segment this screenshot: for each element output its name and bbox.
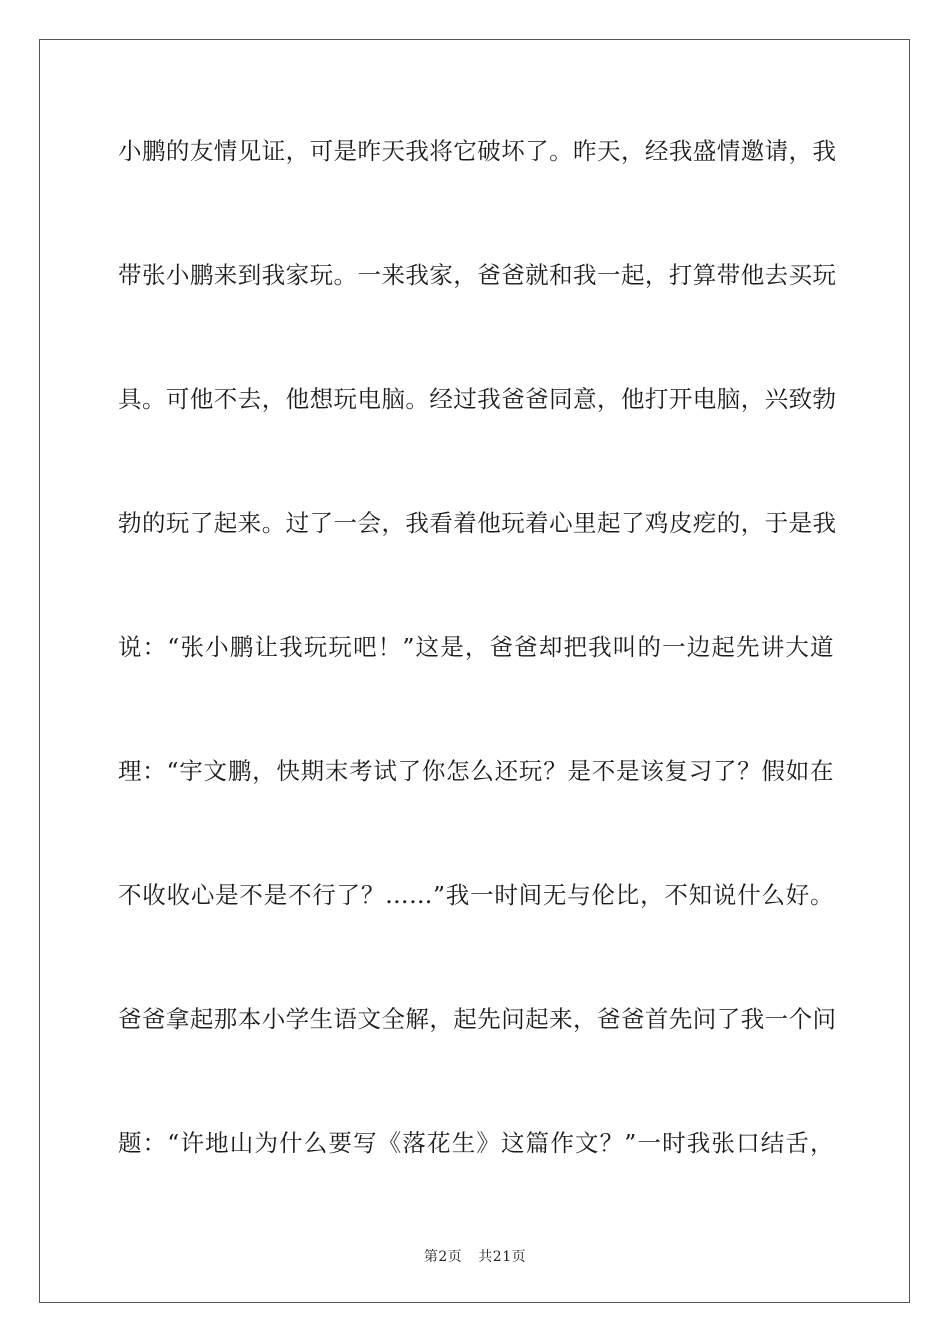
paragraph-line-5: 说：“张小鹏让我玩玩吧！”这是，爸爸却把我叫的一边起先讲大道 [118,633,834,661]
paragraph-line-8: 爸爸拿起那本小学生语文全解，起先问起来，爸爸首先问了我一个问 [118,1005,837,1033]
paragraph-line-6: 理：“宇文鹏，快期末考试了你怎么还玩？是不是该复习了？假如在 [118,757,834,785]
paragraph-line-7: 不收收心是不是不行了？……”我一时间无与伦比，不知说什么好。 [118,881,834,909]
page-footer [0,1246,950,1266]
paragraph-line-3: 具。可他不去，他想玩电脑。经过我爸爸同意，他打开电脑，兴致勃 [118,385,837,413]
paragraph-line-2: 带张小鹏来到我家玩。一来我家，爸爸就和我一起，打算带他去买玩 [118,261,837,289]
paragraph-line-4: 勃的玩了起来。过了一会，我看着他玩着心里起了鸡皮疙的，于是我 [118,509,837,537]
paragraph-line-9: 题：“许地山为什么要写《落花生》这篇作文？”一时我张口结舌， [118,1129,834,1157]
page-number: 第2页 [423,1249,463,1265]
paragraph-line-1: 小鹏的友情见证，可是昨天我将它破坏了。昨天，经我盛情邀请，我 [118,137,837,165]
page-total: 共21页 [478,1249,527,1265]
page-border [39,39,910,1303]
